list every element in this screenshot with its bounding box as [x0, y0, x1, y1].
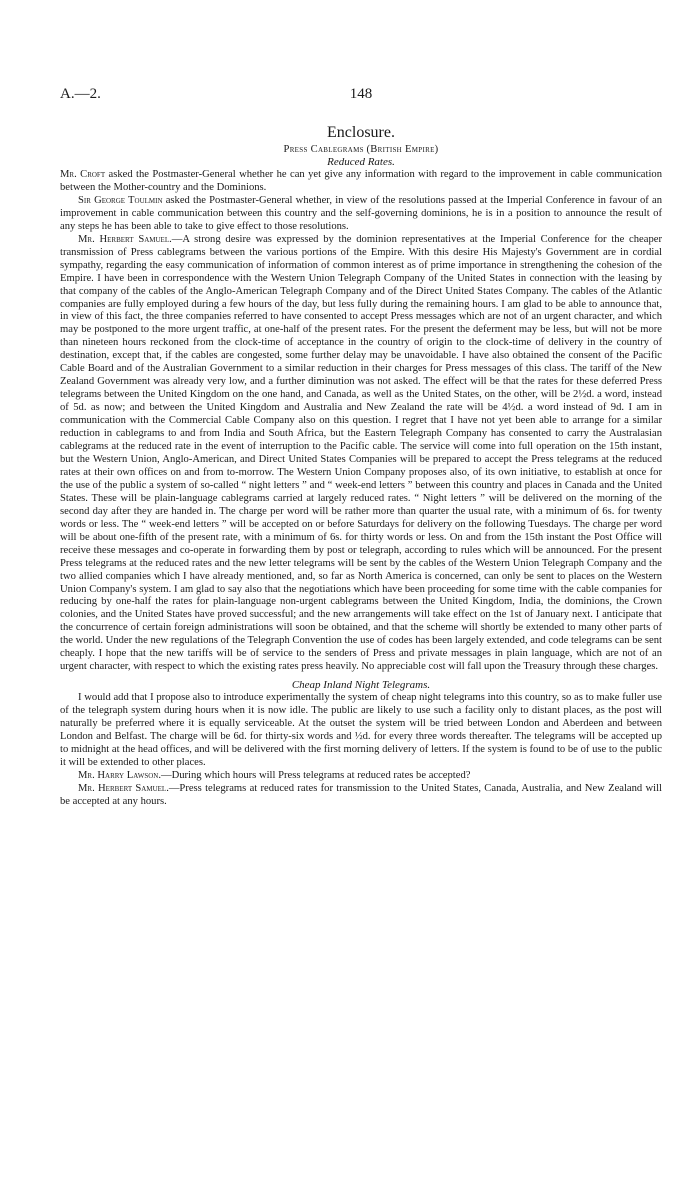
section-heading-night-telegrams: Cheap Inland Night Telegrams. [291, 679, 431, 692]
section-heading-reduced-rates: Reduced Rates. [327, 156, 395, 168]
paragraph-night-telegrams [60, 692, 662, 770]
paragraph-text: asked the Postmaster-General whether, in view of the resolutions passed at the Imperial Conference in favour of an improvement in cable communication between this country and the self-governing dominions, he is in a position to announce the result of any steps he has been able to take to give effect to those resolutions. [60, 194, 662, 232]
document-page [60, 86, 662, 809]
paragraph-croft [60, 169, 662, 195]
speaker-name: Sir George Toulmin [78, 194, 163, 206]
subtitle-main: Press Cablegrams [283, 144, 364, 155]
paragraph-toulmin [60, 195, 662, 234]
paragraph-samuel-reply [60, 783, 662, 809]
speaker-name: Mr. Harry Lawson [78, 769, 159, 781]
paragraph-text: .—During which hours will Press telegrams at reduced rates be accepted? [158, 769, 471, 781]
speaker-name: Mr. Herbert Samuel [78, 782, 167, 794]
paragraph-lawson [60, 770, 662, 783]
enclosure-title: Enclosure. [327, 124, 395, 141]
subtitle [60, 143, 662, 156]
paragraph-text: asked the Postmaster-General whether he can yet give any information with regard to the improvement in cable communication between the Mother-country and the Dominions. [60, 169, 662, 193]
document-reference: A.—2. [60, 86, 101, 102]
paragraph-text: .—Press telegrams at reduced rates for transmission to the United States, Canada, Australia, and New Zealand will be accepted at any hours. [60, 782, 662, 807]
speaker-name: Mr. Herbert Samuel [78, 233, 170, 245]
paragraph-samuel-answer [60, 234, 662, 674]
speaker-name: Mr. Croft [60, 169, 106, 180]
subtitle-paren: (British Empire) [366, 144, 439, 155]
paragraph-text: .—A strong desire was expressed by the dominion representatives at the Imperial Conference for the cheaper transmission of Press cablegrams between the various portions of the Empire. With this desire His Majesty's Government are in cordial sympathy, regarding the easy communication of information of common interest as of prime importance in strengthening the cohesion of the Empire. I have been in correspondence with the Western Union Telegraph Company of the United States in connection with the leasing by that company of the cables of the Anglo-American Telegraph Company and of the Direct United States Company. The cables of the Atlantic companies are fully employed during a few hours of the day, but less fully during the remaining hours. I am glad to be able to announce that, in view of this fact, the three companies referred to have consented to accept Press messages which are not of an urgent character, and which may be postponed to the more urgent traffic, at one-half of the present rates. For the present the deferment may be less, but will not be more than nineteen hours reckoned from the clock-time of acceptance in the country of origin to the clock-time of delivery in the country of destination, except that, if the cables are congested, some further delay may be unavoidable. I have also obtained the consent of the Pacific Cable Board and of the Australian Government to a similar reduction in their charges for Press messages of this class. The tariff of the New Zealand Government was already very low, and a further diminution was not asked. The effect will be that the rates for these deferred Press telegrams between the United Kingdom on the one hand, and Canada, as well as the United States, on the other, will be 2½d. a word, instead of 5d. as now; and between the United Kingdom and Australia and New Zealand the rate will be 4½d. a word instead of 9d. I am in communication with the Commercial Cable Company also on this question. I regret that I have not yet been able to arrange for a similar reduction in cablegrams to and from India and South Africa, but the Eastern Telegraph Company has consented to carry the Australasian cablegrams at the reduced rate in the event of interruption to the Pacific cable. The service will come into full operation on the 15th instant, but the Western Union, Anglo-American, and Direct United States Companies will be prepared to accept the Press telegrams at the reduced rates at their own offices on and from to-morrow. The Western Union Company proposes also, of its own initiative, to establish at once for the use of the public a system of so-called “ night letters ” and “ week-end letters ” between this country and places in Canada and the United States. These will be plain-language cablegrams carried at largely reduced rates. “ Night letters ” will be delivered on the morning of the second day after they are handed in. The charge per word will be rather more than quarter the usual rate, with a minimum of 6s. for twenty words or less. The “ week-end letters ” will be accepted on or before Saturdays for delivery on the following Tuesdays. The charge per word will be about one-fifth of the present rate, with a minimum of 6s. for thirty words or less. On and from the 15th instant the Post Office will receive these messages and co-operate in forwarding them by post or telegraph, according to rules which will be announced. For the present Press telegrams at the reduced rates and the new letter telegrams will be sent by the cables of the Western Union Telegraph Company and the two allied companies which I have already mentioned, and, so far as North America is concerned, can only be sent to places on the Western Union Company's system. I am glad to say also that the negotiations which have been proceeding for some time with the cable companies for reducing by one-half the rates for plain-language non-urgent cablegrams between the United Kingdom, India, the dominions, the Crown colonies, and the United States have proved successful; and the new arrangements will take effect on the 1st of January next. I anticipate that the concurrence of certain foreign administrations will soon be obtained, and that the scheme will shortly be extended to many other parts of the world. Under the new regulations of the Telegraph Convention the use of codes has been largely extended, and code telegrams can be sent cheaply. I hope that the new tariffs will be of service to the senders of Press and private messages in plain language, which are not of an urgent character, with respect to which the existing rates press heavily. No appreciable cost will fall upon the Treasury through these charges. [60, 233, 662, 673]
page-number: 148 [349, 86, 373, 102]
running-head [60, 86, 662, 108]
paragraph-text: I would add that I propose also to introduce experimentally the system of cheap night telegrams into this country, so as to make fuller use of the telegraph system during hours when it is now idle. The public are likely to use such a facility only to distant places, as the post will naturally be preferred where it is equally serviceable. At the outset the system will be tried between London and Aberdeen and between London and Belfast. The charge will be 6d. for thirty-six words and ½d. for every three words thereafter. The telegrams will be accepted up to midnight at the head offices, and will be delivered with the first morning delivery of letters. If the system is found to be of use to the public it will be extended to other places. [60, 692, 662, 768]
